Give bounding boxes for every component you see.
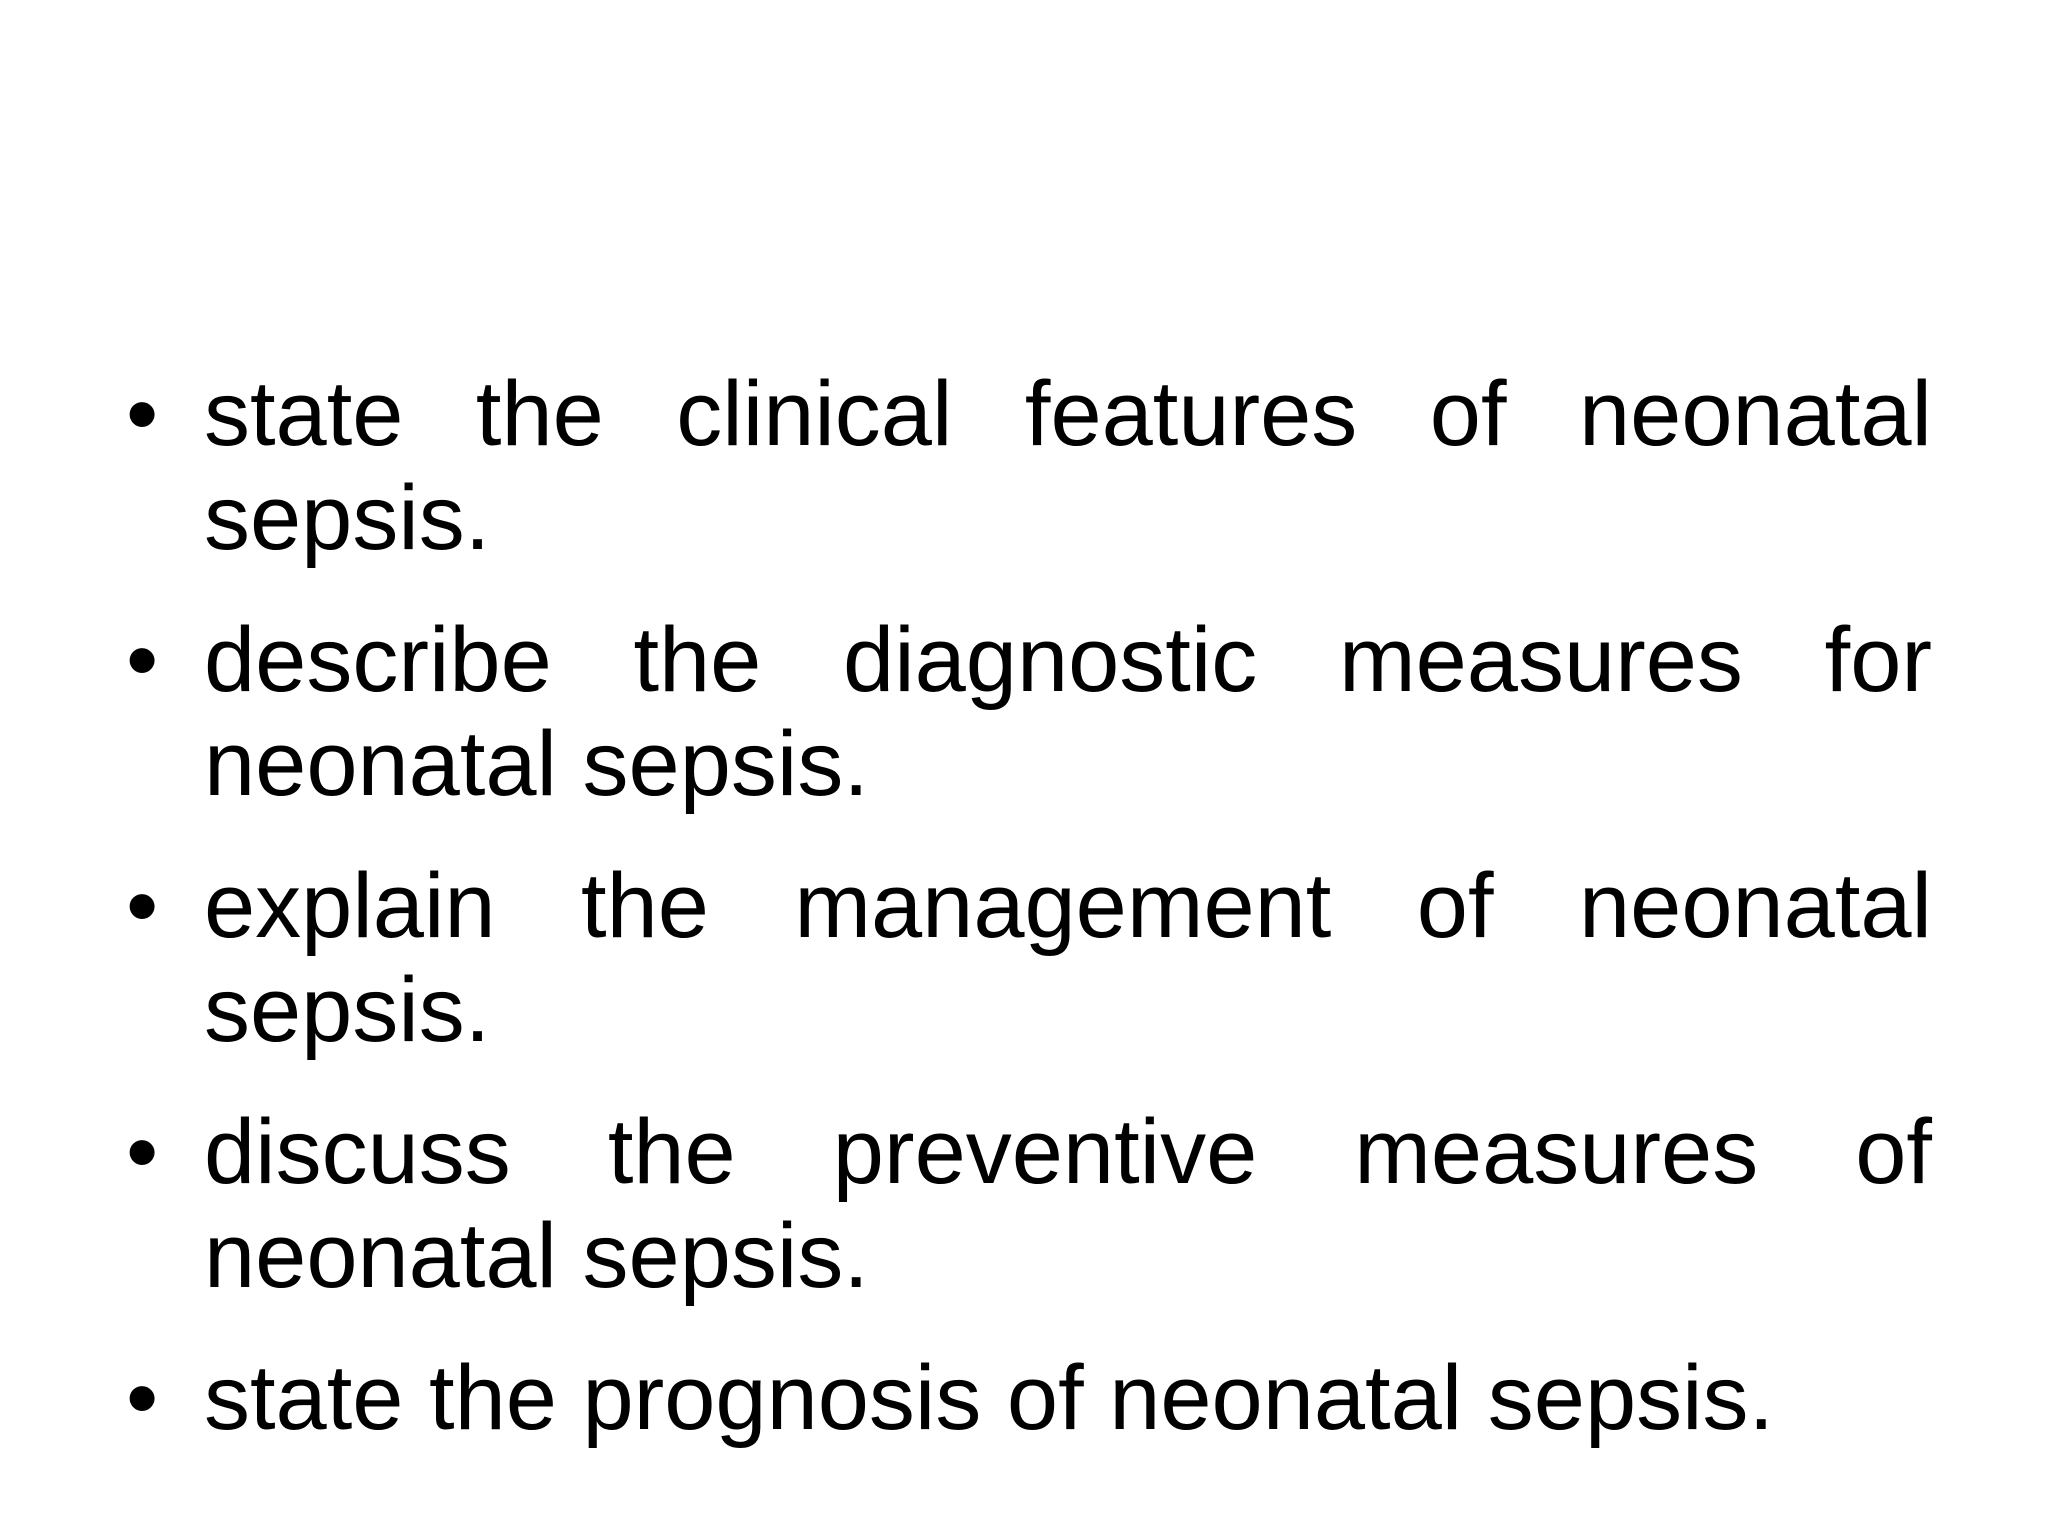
list-item xyxy=(120,1346,1932,1450)
bullet-icon: • xyxy=(126,855,159,957)
bullet-text: describe the diagnostic measures for neonatal sepsis. xyxy=(204,609,1932,815)
bullet-text: discuss the preventive measures of neonatal sepsis. xyxy=(204,1101,1932,1307)
bullet-list xyxy=(120,362,1932,1488)
bullet-text: state the clinical features of neonatal sepsis. xyxy=(204,363,1932,569)
bullet-icon: • xyxy=(126,363,159,465)
bullet-icon: • xyxy=(126,1101,159,1203)
bullet-icon: • xyxy=(126,609,159,711)
list-item xyxy=(120,362,1932,570)
bullet-text: state the prognosis of neonatal sepsis. xyxy=(204,1347,1775,1449)
list-item xyxy=(120,1100,1932,1308)
bullet-icon: • xyxy=(126,1347,159,1449)
list-item xyxy=(120,854,1932,1062)
list-item xyxy=(120,608,1932,816)
bullet-text: explain the management of neonatal sepsis. xyxy=(204,855,1932,1061)
